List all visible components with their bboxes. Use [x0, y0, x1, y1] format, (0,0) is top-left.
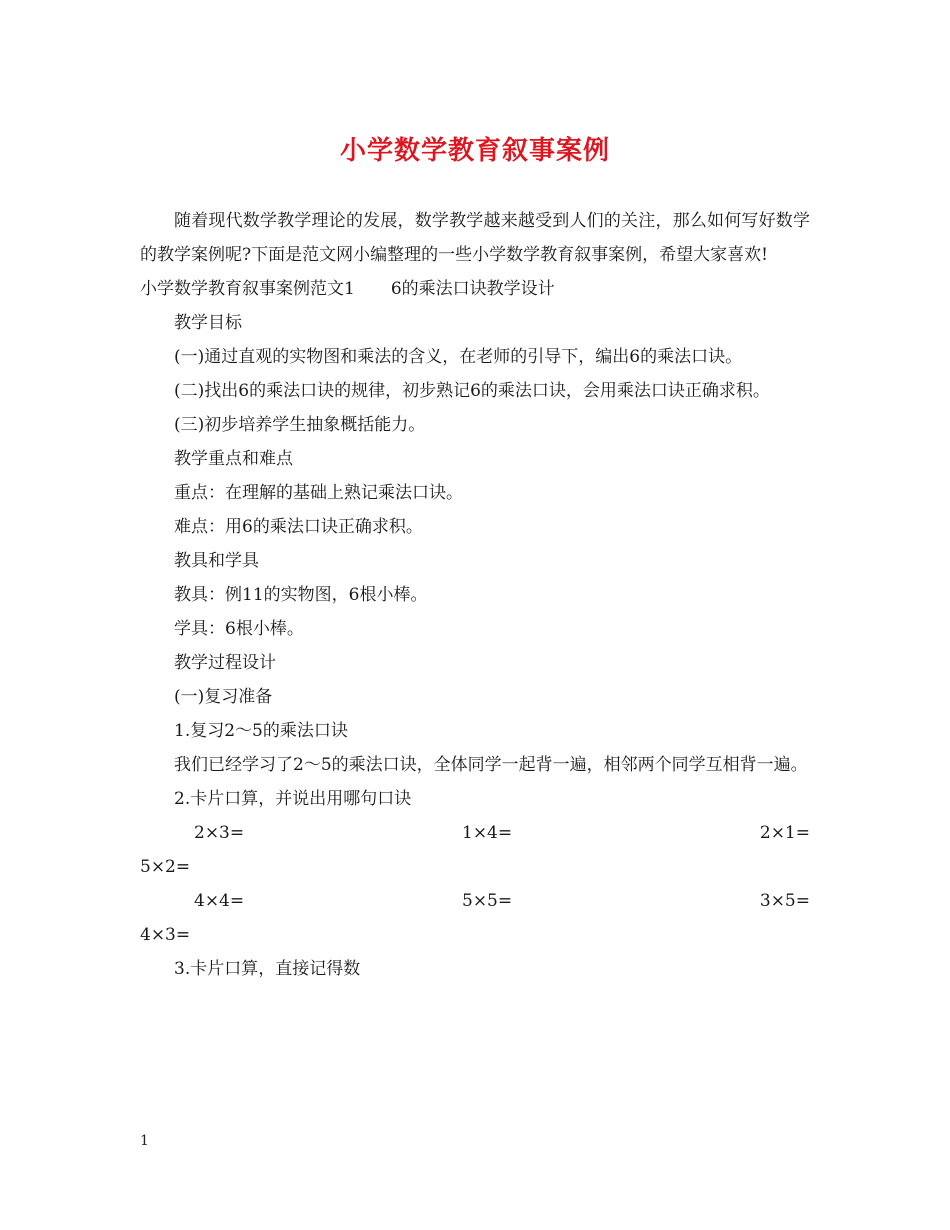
document-body	[140, 204, 810, 986]
process-heading: 教学过程设计	[174, 653, 276, 673]
calc-item: 1×4=	[462, 823, 513, 843]
goal-2: (二)找出6的乘法口诀的规律，初步熟记6的乘法口诀，会用乘法口诀正确求积。	[174, 381, 770, 401]
calc-item: 4×4=	[194, 891, 245, 911]
step-2: 2.卡片口算，并说出用哪句口诀	[174, 789, 412, 809]
document-title: 小学数学教育叙事案例	[339, 136, 610, 166]
calc-item: 4×3=	[140, 925, 191, 945]
teacher-tools: 教具：例11的实物图，6根小棒。	[174, 585, 428, 605]
step-1-text: 我们已经学习了2～5的乘法口诀，全体同学一起背一遍，相邻两个同学互相背一遍。	[174, 755, 808, 775]
calc-item: 2×1=	[759, 823, 810, 843]
calc-item: 5×2=	[140, 857, 191, 877]
calc-row-1	[140, 816, 810, 850]
section-heading-right: 6的乘法口诀教学设计	[390, 279, 555, 299]
section-heading-left: 小学数学教育叙事案例范文1	[140, 279, 355, 299]
calc-item: 5×5=	[462, 891, 513, 911]
review-heading: (一)复习准备	[174, 687, 273, 707]
step-3: 3.卡片口算，直接记得数	[174, 959, 361, 979]
goals-heading: 教学目标	[174, 313, 242, 333]
goal-1: (一)通过直观的实物图和乘法的含义，在老师的引导下，编出6的乘法口诀。	[174, 347, 743, 367]
tools-heading: 教具和学具	[174, 551, 259, 571]
goal-3: (三)初步培养学生抽象概括能力。	[174, 415, 426, 435]
key-heading: 教学重点和难点	[174, 449, 293, 469]
intro-paragraph: 随着现代数学教学理论的发展，数学教学越来越受到人们的关注，那么如何写好数学的教学案例呢?下面是范文网小编整理的一些小学数学教育叙事案例，希望大家喜欢!	[140, 211, 810, 265]
page-number: 1	[140, 1133, 149, 1149]
calc-row-2	[140, 884, 810, 918]
calc-item: 2×3=	[194, 823, 245, 843]
student-tools: 学具：6根小棒。	[174, 619, 304, 639]
calc-item: 3×5=	[759, 891, 810, 911]
key-point: 重点：在理解的基础上熟记乘法口诀。	[174, 483, 463, 503]
section-heading	[140, 272, 810, 306]
difficult-point: 难点：用6的乘法口诀正确求积。	[174, 517, 423, 537]
step-1: 1.复习2～5的乘法口诀	[174, 721, 348, 741]
